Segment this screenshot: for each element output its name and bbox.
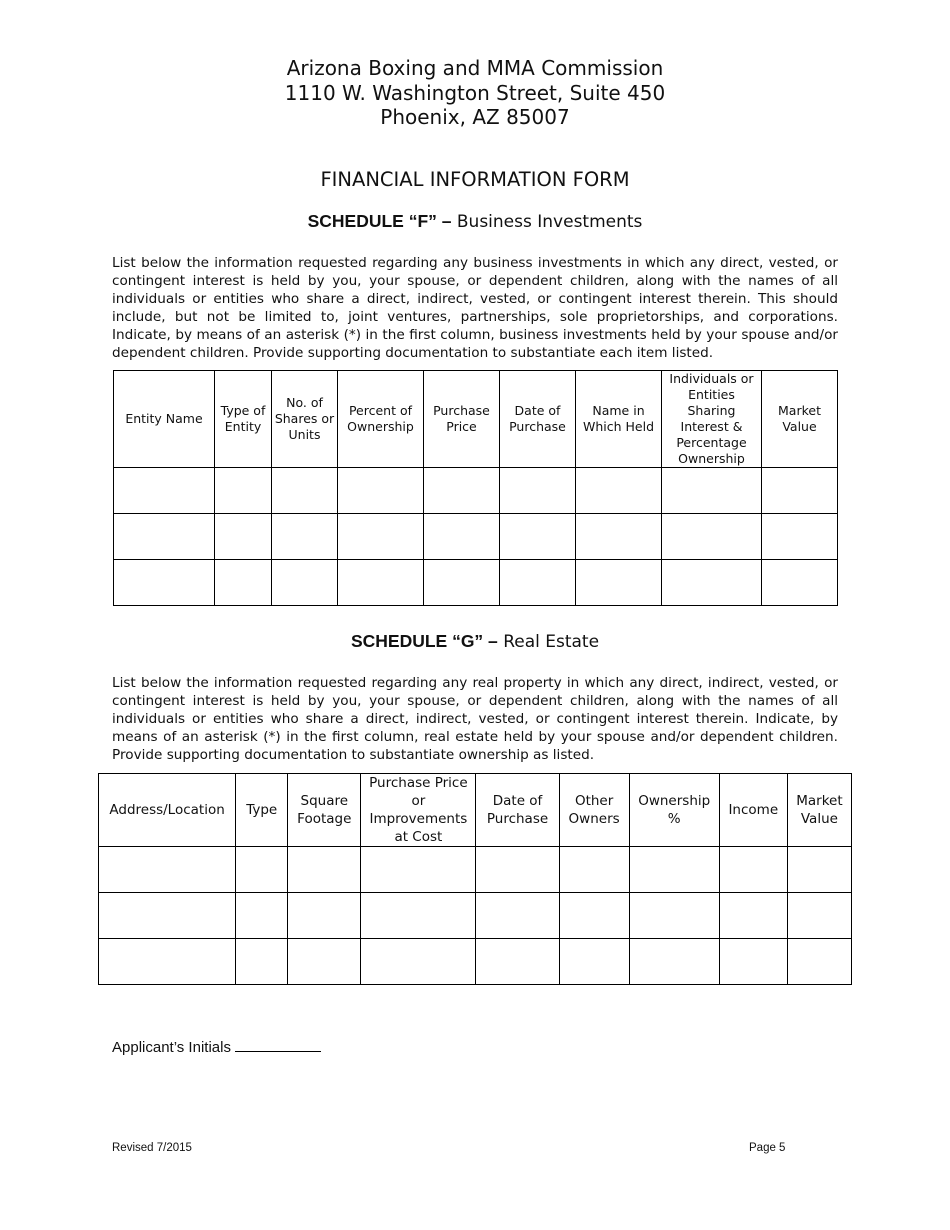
table-cell[interactable] bbox=[787, 847, 851, 893]
table-cell[interactable] bbox=[576, 514, 662, 560]
column-header: Percent of Ownership bbox=[338, 371, 424, 468]
table-cell[interactable] bbox=[500, 514, 576, 560]
form-title: FINANCIAL INFORMATION FORM bbox=[320, 168, 630, 191]
table-cell[interactable] bbox=[476, 939, 559, 985]
table-row bbox=[114, 560, 838, 606]
table-cell[interactable] bbox=[361, 939, 476, 985]
schedule-g-table bbox=[98, 773, 852, 985]
table-row bbox=[99, 847, 852, 893]
column-header: Other Owners bbox=[559, 774, 629, 847]
column-header: Entity Name bbox=[114, 371, 215, 468]
table-row bbox=[114, 468, 838, 514]
column-header: Market Value bbox=[787, 774, 851, 847]
table-cell[interactable] bbox=[114, 560, 215, 606]
table-cell[interactable] bbox=[272, 514, 338, 560]
table-cell[interactable] bbox=[215, 560, 272, 606]
table-cell[interactable] bbox=[662, 468, 762, 514]
table-cell[interactable] bbox=[236, 893, 288, 939]
table-cell[interactable] bbox=[476, 893, 559, 939]
table-cell[interactable] bbox=[338, 468, 424, 514]
table-cell[interactable] bbox=[629, 847, 719, 893]
table-cell[interactable] bbox=[576, 560, 662, 606]
column-header: Ownership % bbox=[629, 774, 719, 847]
applicant-initials bbox=[112, 1037, 321, 1056]
table-cell[interactable] bbox=[762, 468, 838, 514]
column-header: Type of Entity bbox=[215, 371, 272, 468]
table-cell[interactable] bbox=[215, 468, 272, 514]
table-cell[interactable] bbox=[424, 468, 500, 514]
table-cell[interactable] bbox=[719, 893, 787, 939]
table-cell[interactable] bbox=[762, 514, 838, 560]
footer-revised: Revised 7/2015 bbox=[112, 1142, 192, 1154]
column-header: Name in Which Held bbox=[576, 371, 662, 468]
schedule-f-heading bbox=[0, 211, 950, 232]
schedule-g-heading bbox=[0, 631, 950, 652]
schedule-g-heading-bold: SCHEDULE “G” – bbox=[350, 631, 498, 651]
table-cell[interactable] bbox=[272, 468, 338, 514]
column-header: Square Footage bbox=[288, 774, 361, 847]
schedule-f-table bbox=[113, 370, 838, 606]
column-header: Date of Purchase bbox=[476, 774, 559, 847]
column-header: Market Value bbox=[762, 371, 838, 468]
table-cell[interactable] bbox=[99, 893, 236, 939]
table-cell[interactable] bbox=[338, 560, 424, 606]
table-cell[interactable] bbox=[288, 847, 361, 893]
table-cell[interactable] bbox=[719, 939, 787, 985]
table-cell[interactable] bbox=[787, 939, 851, 985]
schedule-g-instructions: List below the information requested regarding any real property in which any direct, indirect, vested, or contingent interest is held by you, your spouse, or dependent children, along with the names of all individuals or entities who share a direct, indirect, vested, or contingent interest therein. Indicate, by means of an asterisk (*) in the first column, real estate held by your spouse and/or dependent children. Provide supporting documentation to substantiate ownership as listed. bbox=[112, 675, 838, 763]
table-cell[interactable] bbox=[215, 514, 272, 560]
footer-page-number: Page 5 bbox=[749, 1142, 786, 1154]
column-header: Income bbox=[719, 774, 787, 847]
table-cell[interactable] bbox=[662, 560, 762, 606]
table-cell[interactable] bbox=[114, 468, 215, 514]
table-cell[interactable] bbox=[338, 514, 424, 560]
table-cell[interactable] bbox=[114, 514, 215, 560]
table-cell[interactable] bbox=[236, 939, 288, 985]
table-cell[interactable] bbox=[361, 847, 476, 893]
header-line-2: 1110 W. Washington Street, Suite 450 bbox=[284, 80, 666, 105]
table-cell[interactable] bbox=[576, 468, 662, 514]
table-row bbox=[114, 514, 838, 560]
column-header: Date of Purchase bbox=[500, 371, 576, 468]
table-cell[interactable] bbox=[272, 560, 338, 606]
table-cell[interactable] bbox=[662, 514, 762, 560]
table-cell[interactable] bbox=[500, 468, 576, 514]
column-header: Individuals or Entities Sharing Interest & Percentage Ownership bbox=[662, 371, 762, 468]
schedule-f-instructions: List below the information requested regarding any business investments in which any direct, vested, or contingent interest is held by you, your spouse, or dependent children, along with the names of all individuals or entities who share a direct, indirect, vested, or contingent interest therein. This should include, but not be limited to, joint ventures, partnerships, sole proprietorships, and corporations. Indicate, by means of an asterisk (*) in the first column, business investments held by your spouse and/or dependent children. Provide supporting documentation to substantiate each item listed. bbox=[112, 255, 838, 361]
column-header: Purchase Price bbox=[424, 371, 500, 468]
table-cell[interactable] bbox=[476, 847, 559, 893]
table-cell[interactable] bbox=[559, 893, 629, 939]
schedule-f-heading-text: Business Investments bbox=[456, 212, 643, 232]
table-row bbox=[99, 939, 852, 985]
table-cell[interactable] bbox=[629, 893, 719, 939]
table-cell[interactable] bbox=[288, 893, 361, 939]
header bbox=[0, 56, 950, 130]
table-cell[interactable] bbox=[99, 939, 236, 985]
table-cell[interactable] bbox=[424, 514, 500, 560]
table-cell[interactable] bbox=[719, 847, 787, 893]
schedule-g-heading-text: Real Estate bbox=[503, 632, 600, 652]
column-header: Type bbox=[236, 774, 288, 847]
table-cell[interactable] bbox=[787, 893, 851, 939]
applicant-initials-label: Applicant’s Initials bbox=[112, 1039, 231, 1056]
table-cell[interactable] bbox=[236, 847, 288, 893]
table-cell[interactable] bbox=[762, 560, 838, 606]
table-cell[interactable] bbox=[361, 893, 476, 939]
table-cell[interactable] bbox=[99, 847, 236, 893]
schedule-f-header-row bbox=[114, 371, 838, 468]
table-cell[interactable] bbox=[288, 939, 361, 985]
table-cell[interactable] bbox=[629, 939, 719, 985]
applicant-initials-line[interactable] bbox=[235, 1037, 321, 1052]
column-header: Purchase Price or Improvements at Cost bbox=[361, 774, 476, 847]
schedule-g-header-row bbox=[99, 774, 852, 847]
table-cell[interactable] bbox=[559, 847, 629, 893]
table-row bbox=[99, 893, 852, 939]
column-header: Address/Location bbox=[99, 774, 236, 847]
table-cell[interactable] bbox=[559, 939, 629, 985]
column-header: No. of Shares or Units bbox=[272, 371, 338, 468]
table-cell[interactable] bbox=[424, 560, 500, 606]
header-line-1: Arizona Boxing and MMA Commission bbox=[286, 56, 664, 80]
schedule-f-heading-bold: SCHEDULE “F” – bbox=[307, 211, 452, 231]
header-line-3: Phoenix, AZ 85007 bbox=[380, 105, 570, 129]
table-cell[interactable] bbox=[500, 560, 576, 606]
